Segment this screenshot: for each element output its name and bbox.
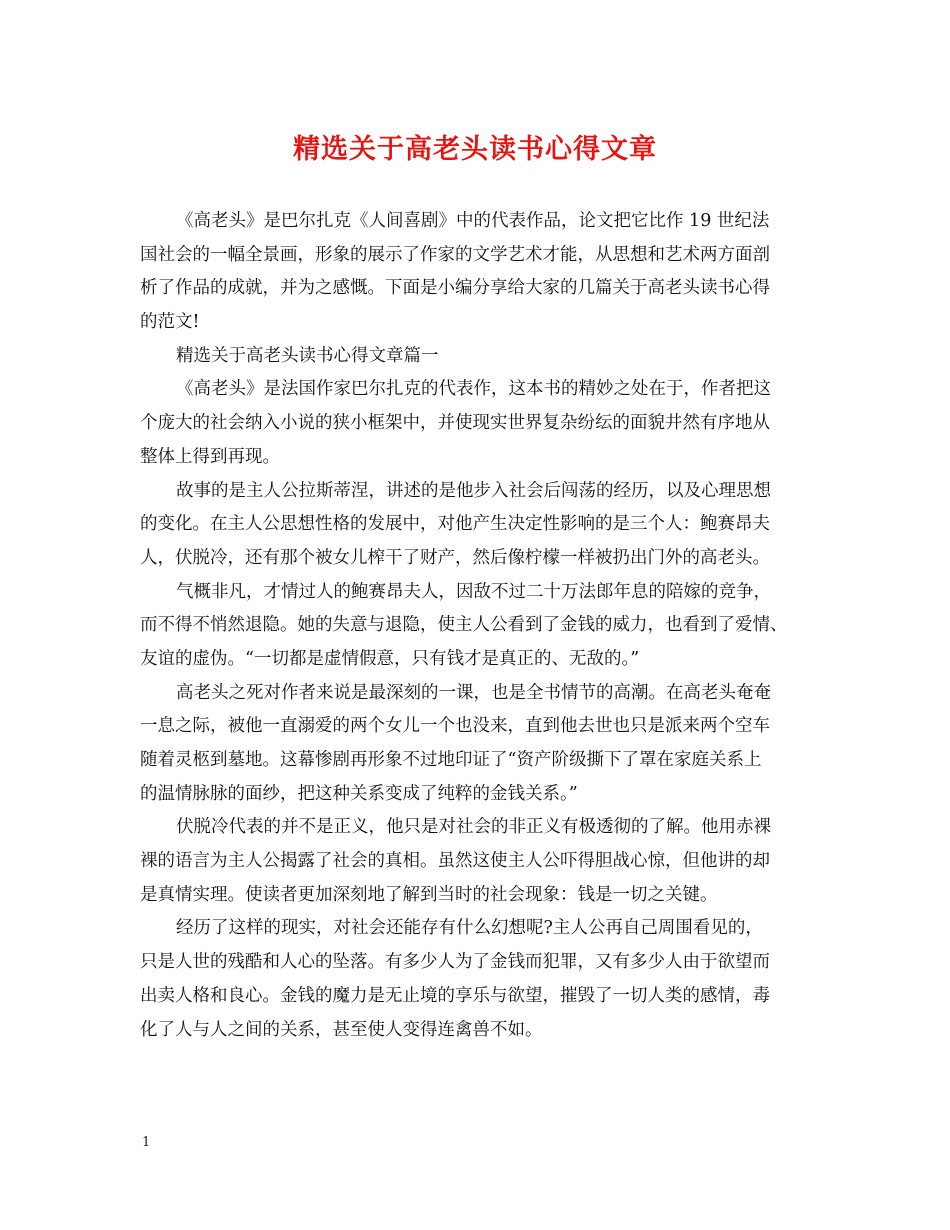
text-line: 一息之际，被他一直溺爱的两个女儿一个也没来，直到他去世也只是派来两个空车 xyxy=(140,716,770,737)
text-line: 《高老头》是巴尔扎克《人间喜剧》中的代表作品，论文把它比作 19 世纪法 xyxy=(176,211,770,231)
text-line: 而不得不悄然退隐。她的失意与退隐，使主人公看到了金钱的威力，也看到了爱情、 xyxy=(140,615,788,636)
text-line: 的变化。在主人公思想性格的发展中，对他产生决定性影响的是三个人：鲍赛昂夫 xyxy=(140,514,770,535)
text-line: 经历了这样的现实，对社会还能存有什么幻想呢?主人公再自己周围看见的， xyxy=(176,918,763,939)
document-title: 精选关于高老头读书心得文章 xyxy=(293,134,657,165)
text-line: 的温情脉脉的面纱，把这种关系变成了纯粹的金钱关系。” xyxy=(140,783,578,804)
text-line: 随着灵柩到墓地。这幕惨剧再形象不过地印证了“资产阶级撕下了罩在家庭关系上 xyxy=(140,750,762,770)
text-line: 精选关于高老头读书心得文章篇一 xyxy=(176,345,439,366)
text-line: 故事的是主人公拉斯蒂涅，讲述的是他步入社会后闯荡的经历，以及心理思想 xyxy=(176,480,771,501)
text-line: 析了作品的成就，并为之感慨。下面是小编分享给大家的几篇关于高老头读书心得 xyxy=(140,278,770,299)
text-line: 裸的语言为主人公揭露了社会的真相。虽然这使主人公吓得胆战心惊，但他讲的却 xyxy=(140,851,770,872)
document-body xyxy=(140,205,825,1047)
text-line: 出卖人格和良心。金钱的魔力是无止境的享乐与欲望，摧毁了一切人类的感情，毒 xyxy=(140,985,770,1006)
text-line: 人，伏脱冷，还有那个被女儿榨干了财产，然后像柠檬一样被扔出门外的高老头。 xyxy=(140,547,770,568)
text-line: 是真情实理。使读者更加深刻地了解到当时的社会现象：钱是一切之关键。 xyxy=(140,884,718,905)
text-line: 整体上得到再现。 xyxy=(140,446,280,467)
text-line: 《高老头》是法国作家巴尔扎克的代表作，这本书的精妙之处在于，作者把这 xyxy=(176,379,771,400)
text-line: 化了人与人之间的关系，甚至使人变得连禽兽不如。 xyxy=(140,1019,543,1040)
text-line: 的范文! xyxy=(140,312,200,333)
text-line: 国社会的一幅全景画，形象的展示了作家的文学艺术才能，从思想和艺术两方面剖 xyxy=(140,244,770,265)
text-line: 气概非凡，才情过人的鲍赛昂夫人，因敌不过二十万法郎年息的陪嫁的竞争， xyxy=(176,581,771,602)
page-number: 1 xyxy=(142,1135,151,1150)
text-line: 伏脱冷代表的并不是正义，他只是对社会的非正义有极透彻的了解。他用赤裸 xyxy=(176,817,771,838)
text-line: 个庞大的社会纳入小说的狭小框架中，并使现实世界复杂纷纭的面貌井然有序地从 xyxy=(140,413,770,434)
text-line: 友谊的虚伪。“一切都是虚情假意，只有钱才是真正的、无敌的。” xyxy=(140,648,640,669)
text-line: 只是人世的残酷和人心的坠落。有多少人为了金钱而犯罪，又有多少人由于欲望而 xyxy=(140,952,770,973)
text-line: 高老头之死对作者来说是最深刻的一课，也是全书情节的高潮。在高老头奄奄 xyxy=(176,682,771,703)
